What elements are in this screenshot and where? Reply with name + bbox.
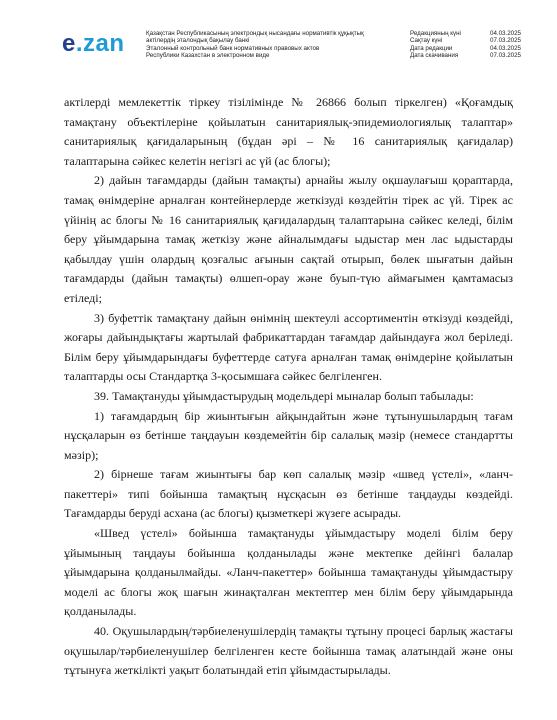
meta-value: 07.03.2025 [490, 37, 521, 45]
bank-line-2: актілердің эталондық бақылау банкі [146, 37, 250, 45]
meta-label: Дата редакции [410, 44, 453, 52]
paragraph: «Швед үстелі» бойынша тамақтануды ұйымдастыру моделі білім беру ұйымының таңдауы бойынша қолданылады және мектепке дейінгі балалар ұйымдарына қолданылмайды. «Ланч-пакеттер» бойынша тамақтануды ұйымдастыру моделі ас блогы жоқ шағын жинақталған мектептер мен білім беру ұйымдарында қолданылады. [64, 526, 513, 619]
meta-label: Сақтау күні [410, 37, 443, 45]
paragraph: 40. Оқушылардың/тәрбиеленушілердің тамақты тұтыну процесі барлық жастағы оқушылар/тәрбиеленушілер белгіленген кесте бойынша тамақ алатындай және оны тұтынуға жеткілікті уақыт болатындай етіп ұйымдастырылады. [64, 624, 513, 678]
paragraph: 39. Тамақтануды ұйымдастырудың модельдері мыналар болып табылады: [94, 388, 474, 403]
paragraph: 3) буфеттік тамақтану дайын өнімнің шектеулі ассортиментін өткізуді көздейді, жоғары дайындықтағы жартылай фабрикаттардан тағамдар дайындауға жол беріледі. Білім беру ұйымдарындағы буфеттерде сатуға арналған тамақ өнімдеріне қойылатын талаптарды осы Стандартқа 3-қосымшаға сәйкес белгіленген. [64, 310, 513, 384]
bank-description [146, 30, 401, 60]
meta-row [410, 45, 530, 52]
bank-line-3: Эталонный контрольный банк нормативных правовых актов [146, 44, 320, 52]
bank-line-1: Қазақстан Республикасының электрондық нысандағы нормативтік құқықтық [146, 30, 364, 37]
bank-line-4: Республики Казахстан в электронном виде [146, 52, 270, 60]
meta-value: 04.03.2025 [490, 44, 521, 52]
meta-value: 07.03.2025 [490, 52, 521, 60]
paragraph: 2) бірнеше тағам жиынтығы бар көп салалық мәзір «швед үстелі», «ланч-пакеттері» типі бойынша тамақтың нұсқасын өз бетінше таңдауды көздейді. Тағамдарды беруді асхана (ас блогы) қызметкері жүзеге асырады. [64, 467, 513, 521]
ezan-logo: e.zan [62, 30, 125, 57]
meta-value: 04.03.2025 [490, 30, 521, 37]
document-dates [410, 30, 530, 60]
meta-row [410, 52, 530, 59]
meta-row [410, 30, 530, 37]
meta-label: Дата скачивания [410, 52, 459, 60]
page-header [0, 0, 557, 90]
meta-row [410, 37, 530, 44]
meta-label: Редакцияның күні [410, 30, 461, 37]
paragraph: актілерді мемлекеттік тіркеу тізілімінде № 26866 болып тіркелген) «Қоғамдық тамақтану объектілеріне қойылатын санитариялық-эпидемиологиялық талаптар» санитариялық қағидаларының (бұдан әрі – № 16 санитариялық қағидалар) талаптарына сәйкес келетін негізгі ас үй (ас блогы); [64, 95, 513, 168]
paragraph: 1) тағамдардың бір жиынтығын айқындайтын және тұтынушылардың тағам нұсқаларын өз бетінше таңдауын көздемейтін бір салалық мәзір (немесе стандартты мәзір); [64, 408, 513, 462]
document-body [64, 93, 513, 681]
paragraph: 2) дайын тағамдарды (дайын тамақты) арнайы жылу оқшаулағыш қораптарда, тамақ өнімдеріне арналған контейнерлерде жеткізуді көздейтін тірек ас үй. Тірек ас үйінің ас блогы № 16 санитариялық қағидалардың талаптарына сәйкес келеді, білім беру ұйымдарына тамақ жеткізу және айналымдағы ыдыстар мен лас ыдыстарды қабылдау үшін олардың қозғалыс ағынын сақтай отырып, бөлек шығатын дайын тағамдарды (дайын тамақты) өлшеп-орау және буып-түю аймағымен қамтамасыз етіледі; [64, 173, 513, 305]
